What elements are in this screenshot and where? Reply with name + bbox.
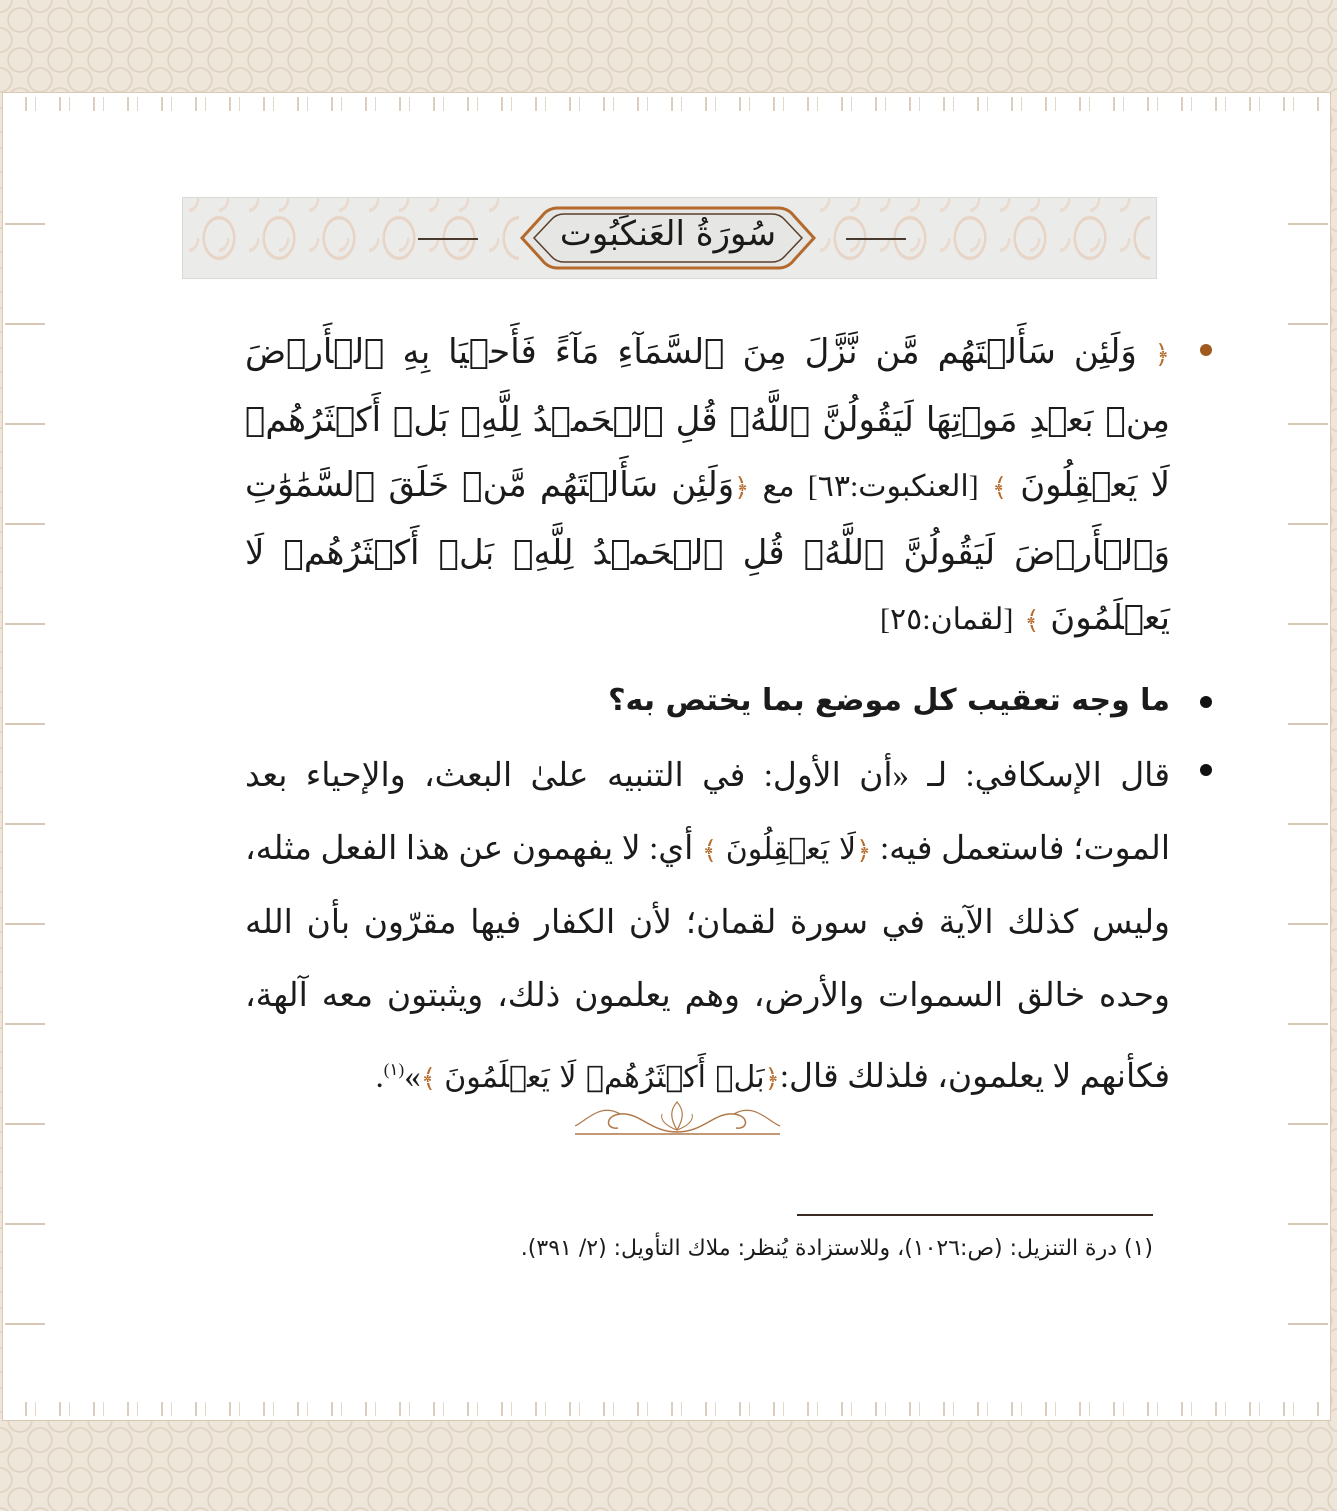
question-text: ما وجه تعقيب كل موضع بما يختص به؟ [608, 683, 1170, 718]
question-item [190, 674, 1170, 728]
ayah-close-ornament-2: ﴾ [1024, 606, 1040, 636]
answer-text [245, 740, 1170, 1115]
answer-ayah-1: لَا يَعۡقِلُونَ [725, 832, 857, 867]
verse-reference-2: [لقمان:٢٥] [880, 603, 1014, 636]
title-plate [518, 202, 818, 274]
ayah-open-ornament-4: ﴿ [764, 1064, 780, 1093]
footnote-marker: (١) [383, 1060, 405, 1079]
verse-item [190, 320, 1170, 654]
answer-item [190, 740, 1170, 1115]
page-border-left [5, 153, 45, 1360]
verse-line-1: وَلَئِن سَأَلۡتَهُم مَّن نَّزَّلَ مِنَ ٱلسَّمَآءِ مَآءً فَأَحۡيَا بِهِ ٱلۡأَرۡضَ مِنۢ بَعۡدِ مَوۡتِهَا [245, 332, 1170, 440]
ayah-close-ornament: ﴾ [991, 473, 1008, 503]
end-quote: » [404, 1059, 421, 1095]
page-border-bottom [13, 1402, 1320, 1416]
ayah-close-ornament-4: ﴾ [420, 1064, 436, 1093]
ayah-close-ornament-3: ﴾ [701, 836, 718, 865]
ayah-open-ornament: ﴿ [1154, 340, 1170, 370]
answer-ayah-2: بَلۡ أَكۡثَرُهُمۡ لَا يَعۡلَمُونَ [444, 1060, 765, 1095]
page-border-right [1288, 153, 1328, 1360]
verse-line-2: لَيَقُولُنَّ ٱللَّهُۚ قُلِ ٱلۡحَمۡدُ لِلَّهِۚ بَلۡ أَكۡثَرُهُمۡ لَا يَعۡقِلُونَ [245, 400, 1170, 505]
footnote-text: (١) درة التنزيل: (ص:١٠٢٦)، وللاستزادة يُنظر: ملاك التأويل: (٢/ ٣٩١). [520, 1236, 1153, 1261]
answer-part-2: أي: لا يفهمون عن هذا الفعل مثله، وليس كذلك الآية في سورة لقمان؛ لأن الكفار فيها مقرّون بأن الله وحده خالق السموات والأرض، وهم يعلمون ذلك، ويثبتون معه آلهة، فكأنهم لا يعلمون، فلذلك قال: [245, 831, 1170, 1095]
ornamental-divider [570, 1092, 785, 1142]
surah-header-banner [182, 197, 1157, 279]
footnote-separator [797, 1214, 1153, 1216]
verse-line-3: وَلَئِن سَأَلۡتَهُم مَّنۡ خَلَقَ ٱلسَّمَٰوَٰتِ وَٱلۡأَرۡضَ لَيَقُولُنَّ ٱللَّهُۚ قُلِ ٱلۡحَمۡدُ لِلَّهِۚ بَلۡ [245, 465, 1170, 573]
header-rule-left [418, 238, 478, 240]
header-rule-right [846, 238, 906, 240]
verse-reference-1: [العنكبوت:٦٣] [807, 470, 979, 503]
ayah-open-ornament-3: ﴿ [856, 836, 872, 865]
page-border-top [13, 97, 1320, 111]
with-word: مع [762, 470, 795, 503]
answer-part-1: قال الإسكافي: لـ «أن الأول: في التنبيه علىٰ البعث، والإحياء بعد الموت؛ فاستعمل فيه: [245, 758, 1171, 867]
bullet-marker [1200, 764, 1212, 776]
bullet-marker [1200, 696, 1212, 708]
verse-line-4: أَكۡثَرُهُمۡ لَا يَعۡلَمُونَ [245, 533, 1170, 638]
surah-title: سُورَةُ العَنكَبُوت [559, 214, 777, 254]
main-content [190, 320, 1170, 1115]
ayah-open-ornament-2: ﴿ [734, 473, 750, 503]
end-period: . [375, 1059, 384, 1095]
bullet-marker [1200, 344, 1212, 356]
verse-block [245, 320, 1170, 654]
